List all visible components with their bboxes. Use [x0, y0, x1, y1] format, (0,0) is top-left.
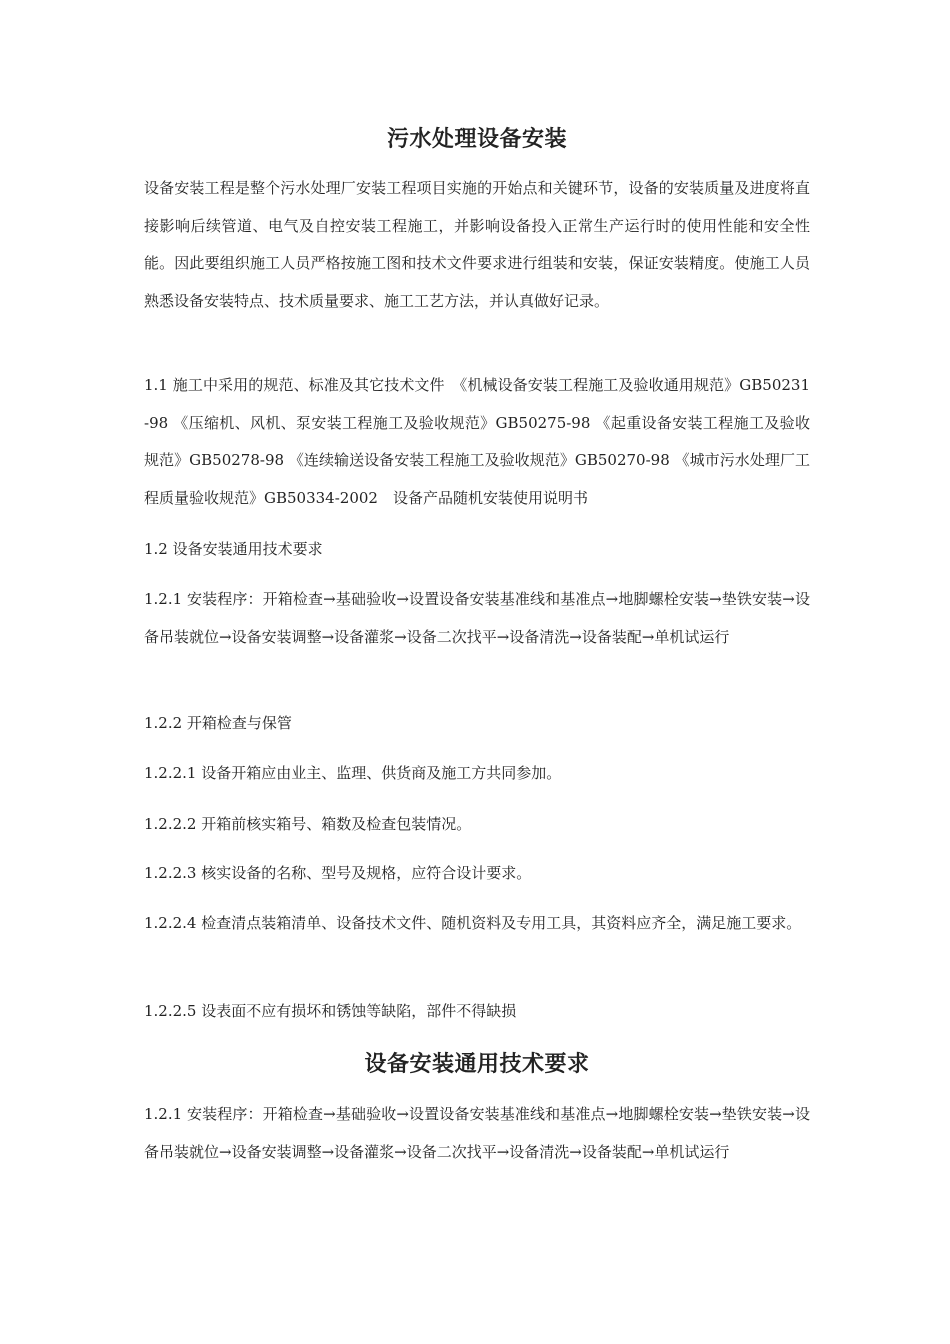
section-1-2-2-4: 1.2.2.4 检查清点装箱清单、设备技术文件、随机资料及专用工具，其资料应齐全，满足施工要求。	[144, 914, 802, 932]
section-1-1-standards: 1.1 施工中采用的规范、标准及其它技术文件 《机械设备安装工程施工及验收通用规范》GB50231-98 《压缩机、风机、泵安装工程施工及验收规范》GB50275-98 《起重设备安装工程施工及验收规范》GB50278-98 《连续输送设备安装工程施工及验收规范》GB50270-98 《城市污水处理厂工程质量验收规范》GB50334-2002 设备产品随机安装使用说明书	[144, 376, 810, 507]
section-1-2-2-1: 1.2.2.1 设备开箱应由业主、监理、供货商及施工方共同参加。	[144, 764, 562, 782]
section-1-2-2-3: 1.2.2.3 核实设备的名称、型号及规格，应符合设计要求。	[144, 864, 532, 882]
section-1-2-2-2: 1.2.2.2 开箱前核实箱号、箱数及检查包装情况。	[144, 815, 472, 833]
section-1-2-1-procedure: 1.2.1 安装程序：开箱检查→基础验收→设置设备安装基准线和基准点→地脚螺栓安装→垫铁安装→设备吊装就位→设备安装调整→设备灌浆→设备二次找平→设备清洗→设备装配→单机试运行	[144, 590, 810, 646]
section-1-2-1-procedure-repeat: 1.2.1 安装程序：开箱检查→基础验收→设置设备安装基准线和基准点→地脚螺栓安装→垫铁安装→设备吊装就位→设备安装调整→设备灌浆→设备二次找平→设备清洗→设备装配→单机试运行	[144, 1105, 810, 1161]
section-1-2-heading: 1.2 设备安装通用技术要求	[144, 540, 323, 558]
section-1-2-2-heading: 1.2.2 开箱检查与保管	[144, 714, 292, 732]
section-1-2-2-5: 1.2.2.5 设表面不应有损坏和锈蚀等缺陷，部件不得缺损	[144, 1002, 517, 1020]
section-title-2: 设备安装通用技术要求	[364, 1051, 590, 1077]
document-title: 污水处理设备安装	[386, 126, 567, 152]
intro-paragraph: 设备安装工程是整个污水处理厂安装工程项目实施的开始点和关键环节，设备的安装质量及进度将直接影响后续管道、电气及自控安装工程施工，并影响设备投入正常生产运行时的使用性能和安全性能。因此要组织施工人员严格按施工图和技术文件要求进行组装和安装，保证安装精度。使施工人员熟悉设备安装特点、技术质量要求、施工工艺方法，并认真做好记录。	[144, 179, 810, 310]
